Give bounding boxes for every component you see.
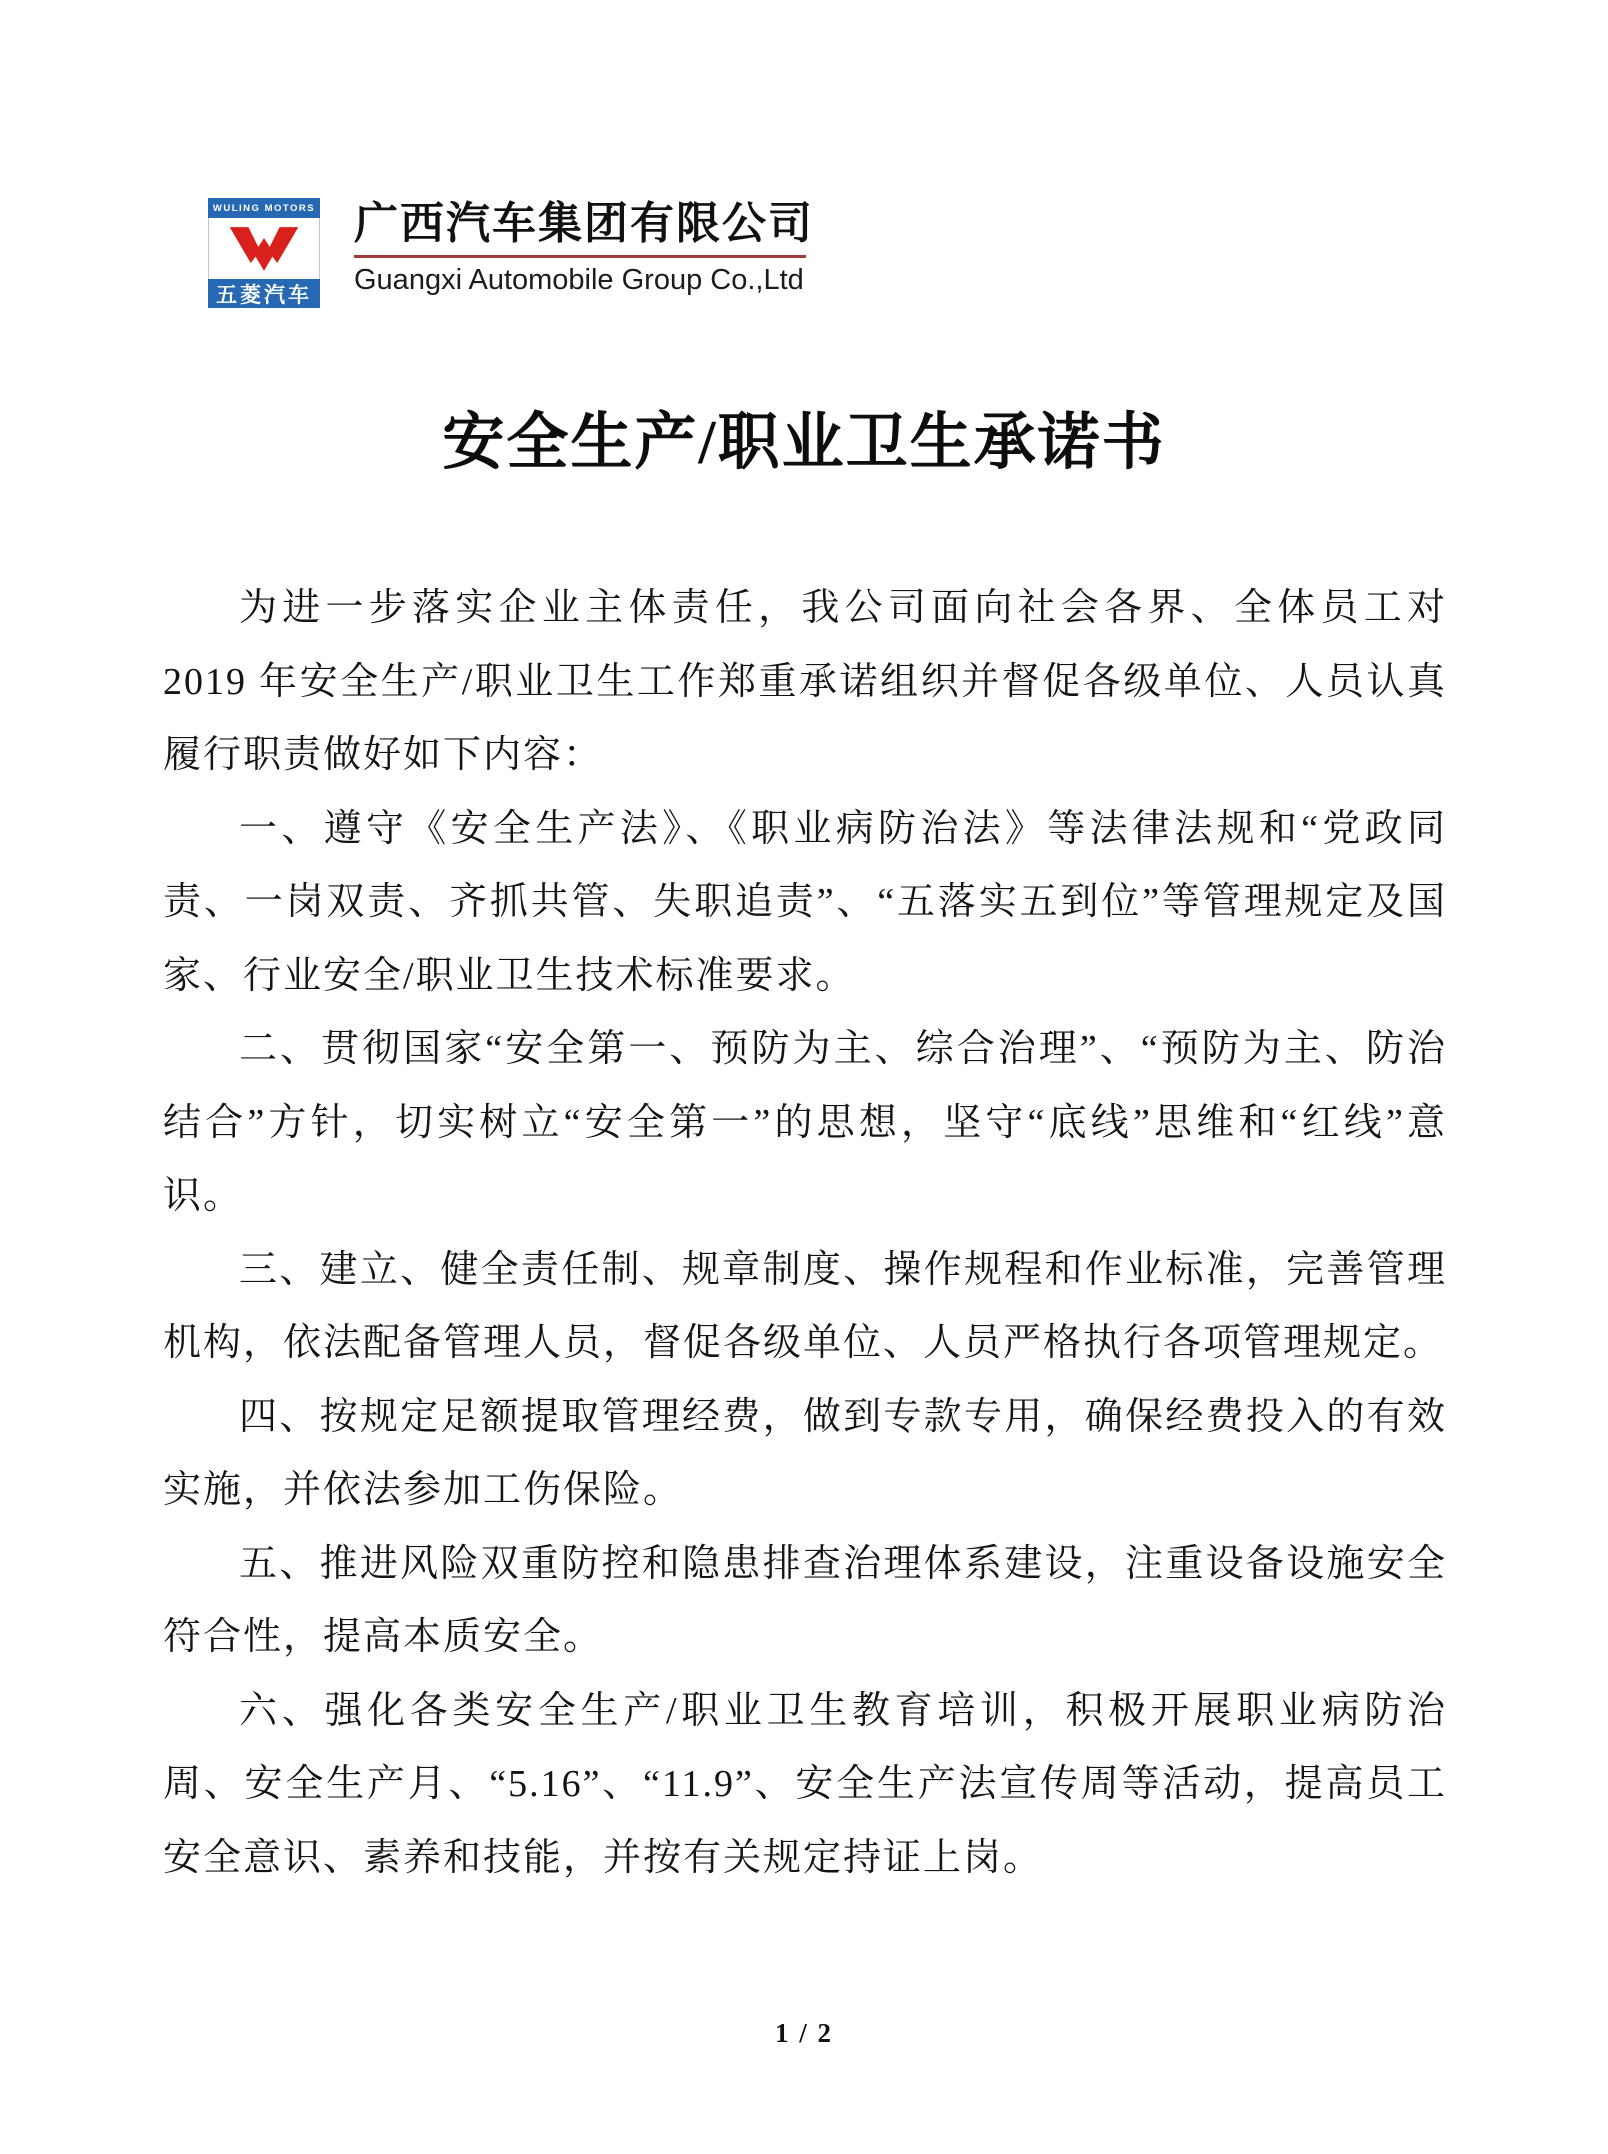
document-body	[163, 572, 1447, 1895]
paragraph: 六、强化各类安全生产/职业卫生教育培训，积极开展职业病防治周、安全生产月、“5.16”、“11.9”、安全生产法宣传周等活动，提高员工安全意识、素养和技能，并按有关规定持证上岗。	[163, 1689, 1447, 1879]
company-name-cn: 广西汽车集团有限公司	[354, 199, 814, 248]
page-title: 安全生产/职业卫生承诺书	[442, 409, 1166, 477]
logo-bottom-band-label: 五菱汽车	[208, 279, 320, 308]
company-name-block	[354, 198, 814, 297]
company-name-en: Guangxi Automobile Group Co.,Ltd	[354, 264, 804, 297]
wuling-logo	[208, 198, 320, 308]
paragraph: 五、推进风险双重防控和隐患排查治理体系建设，注重设备设施安全符合性，提高本质安全。	[163, 1542, 1447, 1658]
paragraph: 二、贯彻国家“安全第一、预防为主、综合治理”、“预防为主、防治结合”方针，切实树立“安全第一”的思想，坚守“底线”思维和“红线”意识。	[163, 1028, 1447, 1217]
brand-underline	[354, 255, 806, 258]
company-header	[208, 198, 814, 308]
wuling-w-icon	[208, 218, 320, 279]
page-number: 1 / 2	[774, 2018, 833, 2048]
paragraph: 四、按规定足额提取管理经费，做到专款专用，确保经费投入的有效实施，并依法参加工伤保险。	[163, 1395, 1447, 1511]
paragraph: 为进一步落实企业主体责任，我公司面向社会各界、全体员工对 2019 年安全生产/职业卫生工作郑重承诺组织并督促各级单位、人员认真履行职责做好如下内容：	[163, 587, 1447, 776]
paragraph: 三、建立、健全责任制、规章制度、操作规程和作业标准，完善管理机构，依法配备管理人员，督促各级单位、人员严格执行各项管理规定。	[163, 1248, 1447, 1364]
logo-top-band-label: WULING MOTORS	[208, 198, 320, 218]
paragraph: 一、遵守《安全生产法》、《职业病防治法》等法律法规和“党政同责、一岗双责、齐抓共管、失职追责”、“五落实五到位”等管理规定及国家、行业安全/职业卫生技术标准要求。	[163, 807, 1447, 997]
